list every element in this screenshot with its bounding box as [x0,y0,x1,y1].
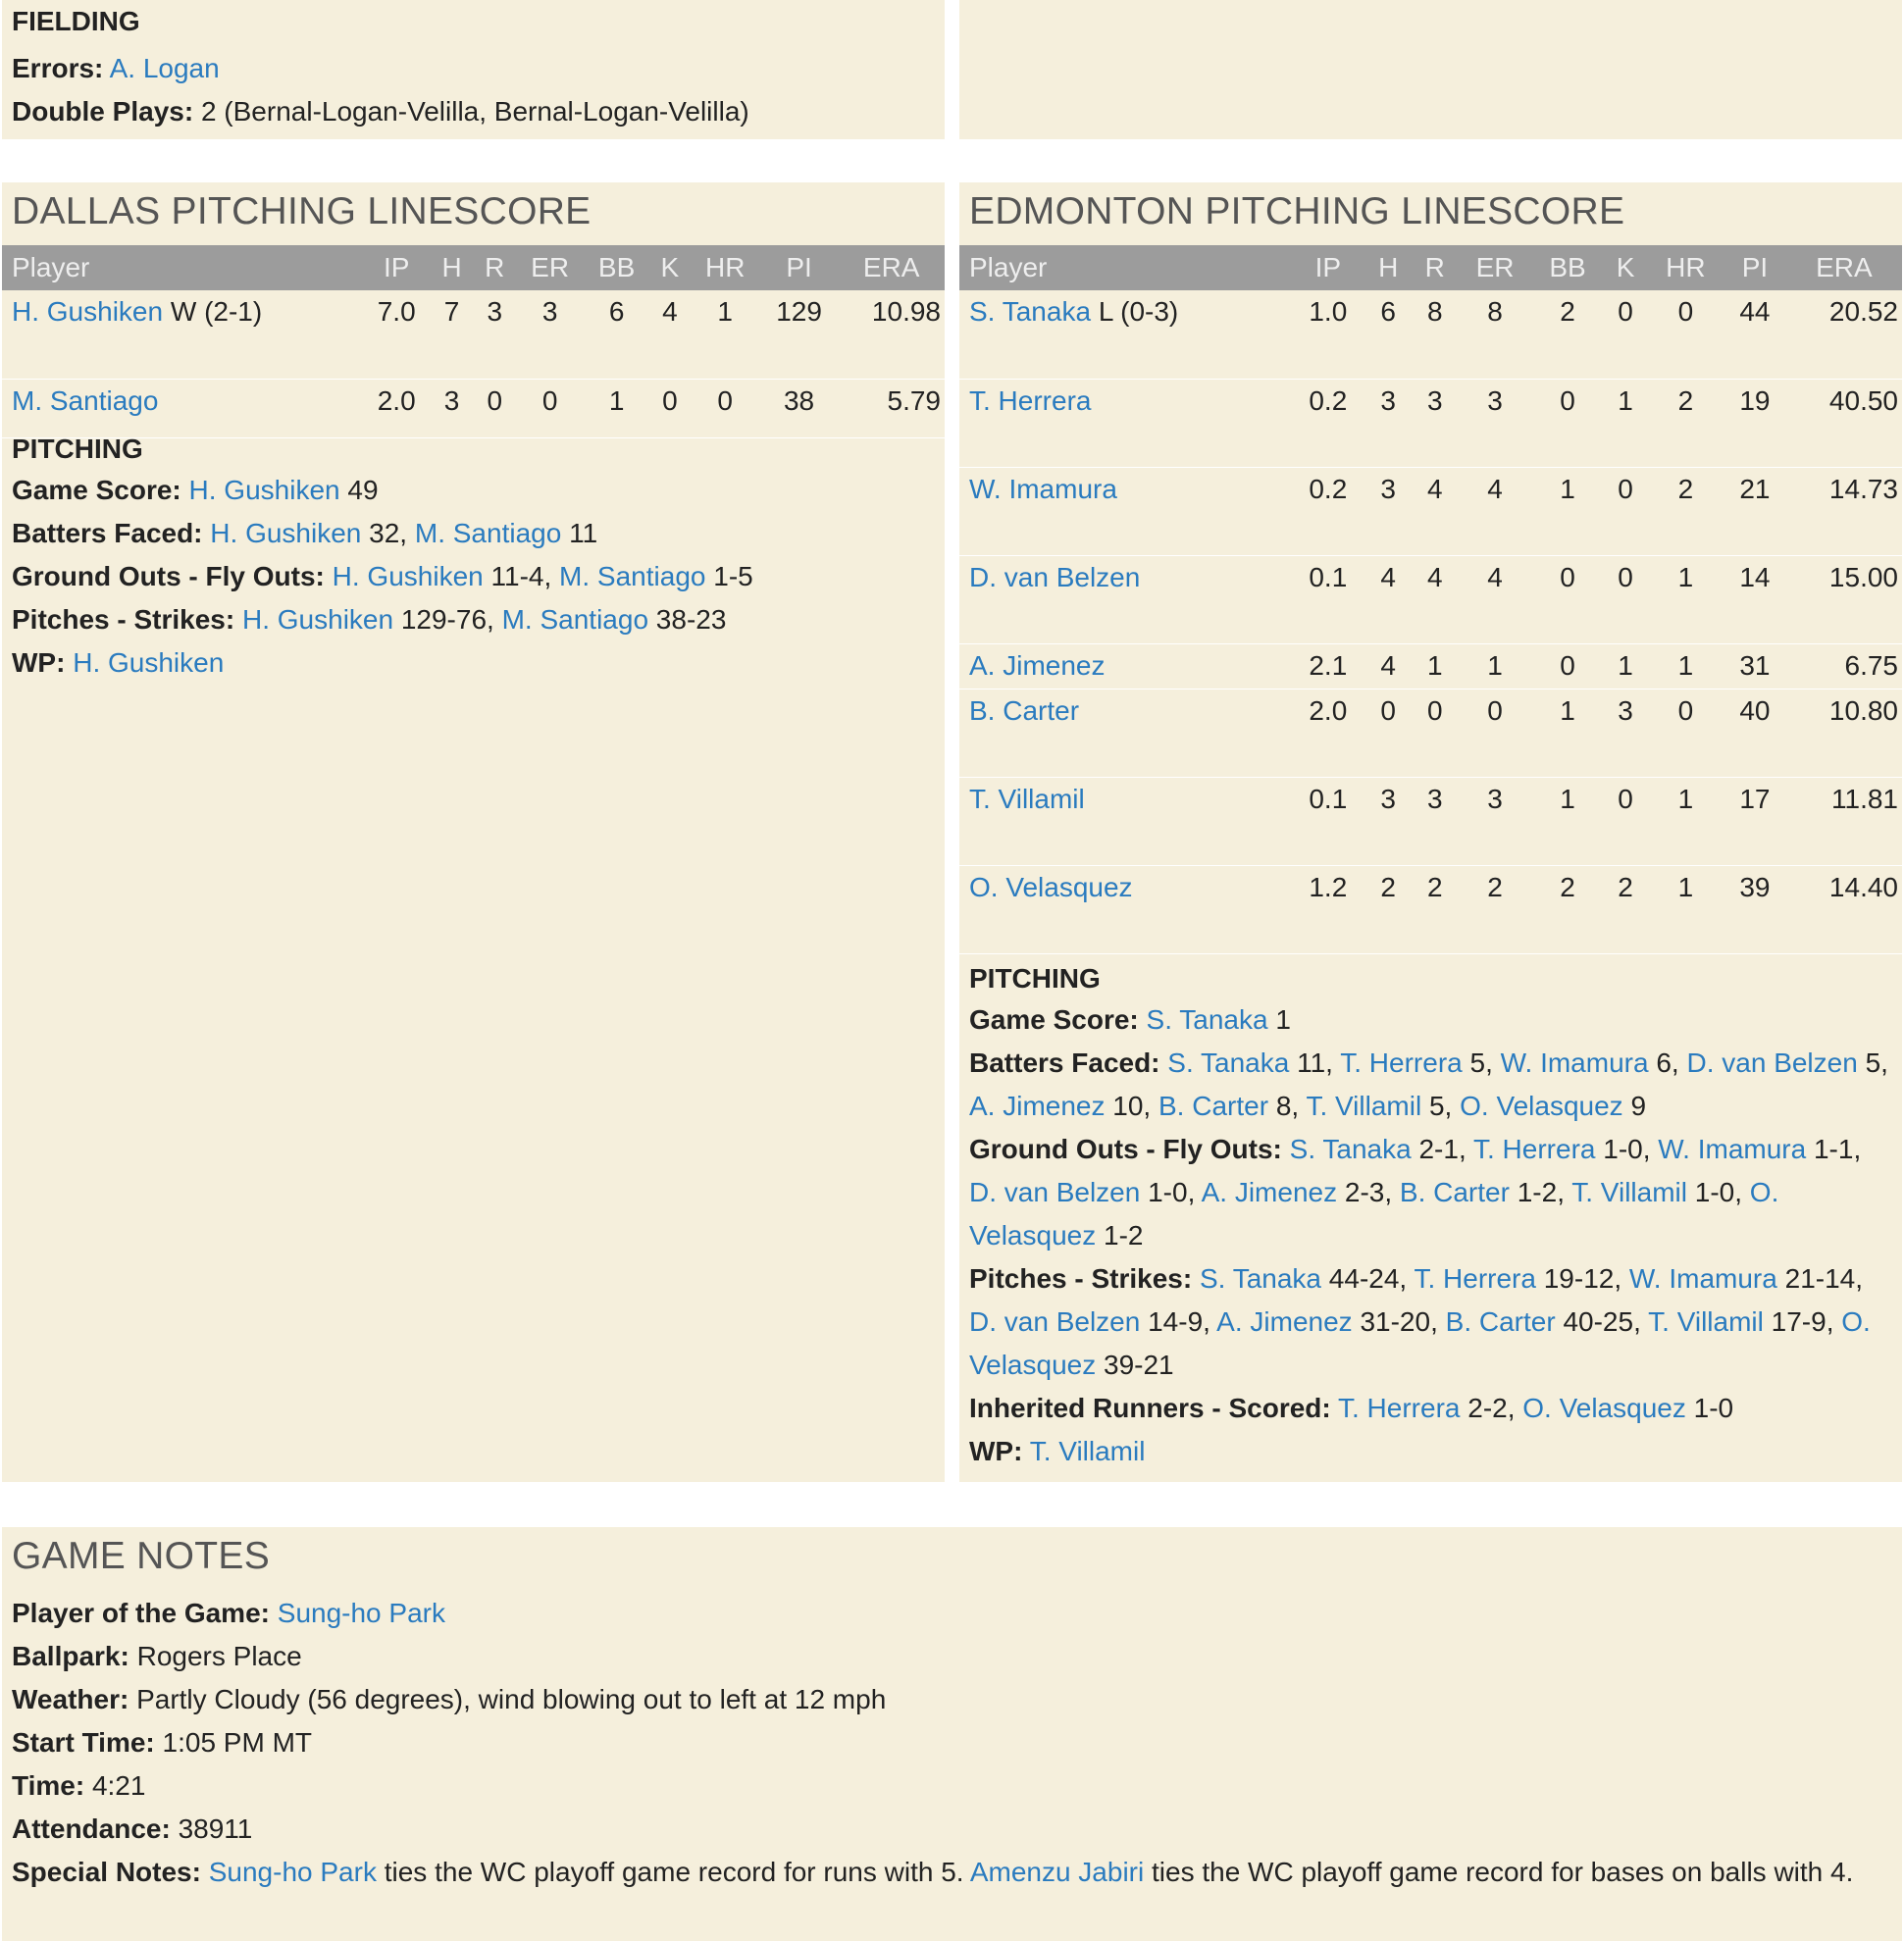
stat-k: 2 [1603,865,1647,953]
right-top-panel [959,0,1902,139]
stat-value: 31-20, [1360,1306,1438,1337]
table-row [959,555,1902,643]
game-time-value: 4:21 [91,1770,146,1801]
stat-value: 1-2 [1104,1220,1144,1251]
stat-value: 17-9, [1771,1306,1834,1337]
column-header-h[interactable]: H [1364,245,1412,290]
pitches-strikes-label: Pitches - Strikes: [969,1263,1193,1294]
stat-pi: 14 [1724,555,1786,643]
edmonton-pitching-table [959,245,1902,954]
player-link[interactable]: Sung-ho Park [208,1857,377,1887]
stat-r: 3 [1412,777,1459,865]
stat-r: 8 [1412,290,1459,379]
player-link[interactable]: T. Herrera [1473,1134,1596,1164]
stat-value: 49 [347,475,379,505]
stat-er: 0 [1459,689,1532,777]
attendance-line [12,1808,1892,1851]
table-row [2,379,945,437]
special-notes-line [12,1851,1892,1894]
stat-value: 44-24, [1328,1263,1408,1294]
stat-value: 1-0, [1603,1134,1651,1164]
batters-faced-label: Batters Faced: [12,518,203,548]
player-cell [959,467,1291,555]
stat-hr: 2 [1648,467,1724,555]
stat-era: 14.73 [1786,467,1902,555]
stat-pi: 44 [1724,290,1786,379]
player-link[interactable]: S. Tanaka [969,296,1092,327]
column-header-r[interactable]: R [473,245,516,290]
stat-hr: 1 [1648,555,1724,643]
stat-pi: 31 [1724,643,1786,689]
stat-era: 15.00 [1786,555,1902,643]
stat-h: 0 [1364,689,1412,777]
stat-value: 9 [1630,1091,1647,1121]
player-link[interactable]: T. Villamil [969,783,1085,814]
player-link[interactable]: D. van Belzen [1686,1047,1858,1078]
player-link[interactable]: O. Velasquez [1460,1091,1623,1121]
table-row [959,689,1902,777]
stat-bb: 2 [1532,290,1604,379]
player-link[interactable]: A. Jimenez [1216,1306,1353,1337]
stat-ip: 0.1 [1291,555,1364,643]
stat-value: 1-1, [1813,1134,1862,1164]
player-link[interactable]: H. Gushiken [188,475,340,505]
stat-r: 0 [1412,689,1459,777]
column-header-hr[interactable]: HR [1648,245,1724,290]
stat-hr: 1 [1648,643,1724,689]
stat-era: 10.80 [1786,689,1902,777]
errors-line [12,47,935,90]
table-header-row [959,245,1902,290]
weather-label: Weather: [12,1684,129,1714]
stat-h: 7 [431,290,474,379]
column-header-era[interactable]: ERA [1786,245,1902,290]
stat-value: 39-21 [1104,1350,1174,1380]
player-link[interactable]: M. Santiago [12,384,159,416]
player-link[interactable]: B. Carter [1158,1091,1269,1121]
column-header-r[interactable]: R [1412,245,1459,290]
stat-er: 3 [1459,777,1532,865]
stat-era: 14.40 [1786,865,1902,953]
stat-h: 6 [1364,290,1412,379]
table-row [959,865,1902,953]
stat-bb: 1 [1532,467,1604,555]
attendance-value: 38911 [178,1813,253,1844]
stat-hr: 1 [691,290,760,379]
edmonton-batters-faced-line [969,1042,1892,1128]
stat-value: 2-3, [1344,1177,1393,1207]
stat-k: 0 [1603,777,1647,865]
stat-pi: 40 [1724,689,1786,777]
stat-bb: 2 [1532,865,1604,953]
player-cell [959,555,1291,643]
special-note-text: ties the WC playoff game record for runs with 5. [384,1857,964,1887]
stat-value: 8, [1275,1091,1300,1121]
stat-k: 1 [1603,643,1647,689]
double-plays-label: Double Plays: [12,96,194,127]
stat-h: 3 [1364,467,1412,555]
stat-pi: 129 [760,290,839,379]
table-row [2,290,945,379]
stat-r: 3 [473,290,516,379]
inherited-runners-label: Inherited Runners - Scored: [969,1393,1331,1423]
player-link[interactable]: H. Gushiken [12,296,164,327]
stat-pi: 39 [1724,865,1786,953]
stat-ip: 1.2 [1291,865,1364,953]
dallas-pitching-subtitle: PITCHING [12,434,143,464]
stat-era: 40.50 [1786,379,1902,467]
column-header-pi[interactable]: PI [1724,245,1786,290]
ballpark-value: Rogers Place [136,1641,302,1671]
start-time-value: 1:05 PM MT [162,1727,313,1758]
stat-hr: 1 [1648,865,1724,953]
stat-er: 4 [1459,467,1532,555]
dallas-game-score-line [12,469,935,512]
stat-value: 5, [1469,1047,1493,1078]
player-cell [2,379,363,437]
go-fo-label: Ground Outs - Fly Outs: [12,561,325,591]
stat-hr: 0 [691,379,760,437]
stat-ip: 0.2 [1291,379,1364,467]
game-score-label: Game Score: [969,1004,1139,1035]
stat-h: 3 [1364,379,1412,467]
stat-value: 32, [369,518,408,548]
stat-bb: 0 [1532,555,1604,643]
player-link[interactable]: M. Santiago [559,561,706,591]
stat-value: 6, [1656,1047,1679,1078]
stat-ip: 2.0 [1291,689,1364,777]
stat-value: 1 [1275,1004,1291,1035]
stat-era: 11.81 [1786,777,1902,865]
errors-label: Errors: [12,53,104,83]
player-link[interactable]: D. van Belzen [969,561,1141,592]
stat-k: 0 [1603,555,1647,643]
edmonton-pitching-panel [959,182,1902,1482]
stat-er: 1 [1459,643,1532,689]
player-link[interactable]: T. Herrera [1338,1393,1461,1423]
player-link[interactable]: A. Jimenez [969,649,1106,681]
stat-er: 3 [1459,379,1532,467]
fielding-title: FIELDING [12,6,140,36]
player-link[interactable]: H. Gushiken [332,561,484,591]
wp-label: WP: [969,1436,1023,1466]
stat-k: 4 [649,290,691,379]
player-link[interactable]: M. Santiago [414,518,562,548]
column-header-er[interactable]: ER [516,245,584,290]
stat-er: 8 [1459,290,1532,379]
player-link[interactable]: M. Santiago [501,604,649,635]
player-cell [959,777,1291,865]
start-time-line [12,1721,1892,1764]
player-link[interactable]: B. Carter [969,694,1080,726]
stat-h: 3 [1364,777,1412,865]
edmonton-inherited-runners-line [969,1387,1892,1430]
stat-er: 0 [516,379,584,437]
stat-value: 21-14, [1784,1263,1864,1294]
special-notes-label: Special Notes: [12,1857,201,1887]
game-score-label: Game Score: [12,475,181,505]
player-cell [2,290,363,379]
column-header-h[interactable]: H [431,245,474,290]
stat-value: 1-0, [1694,1177,1743,1207]
stat-value: 38-23 [655,604,727,635]
stat-ip: 2.1 [1291,643,1364,689]
double-plays-value: 2 (Bernal-Logan-Velilla, Bernal-Logan-Velilla) [200,96,749,127]
column-header-bb[interactable]: BB [584,245,649,290]
player-cell [959,643,1291,689]
player-of-game-line [12,1592,1892,1635]
player-link[interactable]: B. Carter [1399,1177,1510,1207]
stat-h: 4 [1364,555,1412,643]
stat-r: 0 [473,379,516,437]
fielding-panel [2,0,945,139]
edmonton-game-score-line [969,998,1892,1042]
table-row [959,643,1902,689]
player-link[interactable]: W. Imamura [1658,1134,1807,1164]
stat-hr: 0 [1648,689,1724,777]
table-row [959,290,1902,379]
dallas-title: DALLAS PITCHING LINESCORE [12,190,592,232]
stat-ip: 0.2 [1291,467,1364,555]
edmonton-wp-line [969,1430,1892,1473]
player-cell [959,865,1291,953]
ballpark-label: Ballpark: [12,1641,129,1671]
dallas-pitches-line [12,598,935,641]
stat-value: 2-2, [1467,1393,1516,1423]
stat-pi: 17 [1724,777,1786,865]
stat-hr: 1 [1648,777,1724,865]
player-link[interactable]: W. Imamura [1500,1047,1649,1078]
player-link[interactable]: S. Tanaka [1146,1004,1268,1035]
start-time-label: Start Time: [12,1727,155,1758]
player-link[interactable]: Amenzu Jabiri [969,1857,1145,1887]
table-header-row [2,245,945,290]
player-link[interactable]: T. Villamil [1648,1306,1764,1337]
player-link[interactable]: O. Velasquez [969,1306,1871,1380]
stat-value: 1-0 [1693,1393,1734,1423]
column-header-k[interactable]: K [1603,245,1647,290]
stat-ip: 1.0 [1291,290,1364,379]
stat-value: 1-0, [1148,1177,1196,1207]
player-link[interactable]: T. Villamil [1571,1177,1687,1207]
stat-value: 11 [569,518,598,548]
stat-value: 2-1, [1418,1134,1467,1164]
player-link[interactable]: T. Herrera [1340,1047,1463,1078]
game-notes-title: GAME NOTES [12,1535,271,1577]
stat-ip: 0.1 [1291,777,1364,865]
player-link[interactable]: S. Tanaka [1289,1134,1412,1164]
game-notes-panel [2,1527,1902,1941]
stat-bb: 6 [584,290,649,379]
stat-value: 5, [1865,1047,1888,1078]
stat-bb: 1 [584,379,649,437]
player-link[interactable]: S. Tanaka [1199,1263,1322,1294]
player-cell [959,290,1291,379]
edmonton-pitching-subtitle: PITCHING [969,963,1101,994]
wp-label: WP: [12,647,66,678]
table-row [959,379,1902,467]
player-link[interactable]: B. Carter [1445,1306,1556,1337]
dallas-pitching-panel [2,182,945,1482]
stat-era: 6.75 [1786,643,1902,689]
stat-era: 20.52 [1786,290,1902,379]
stat-h: 4 [1364,643,1412,689]
player-cell [959,379,1291,467]
stat-r: 4 [1412,467,1459,555]
pitches-strikes-label: Pitches - Strikes: [12,604,235,635]
player-link[interactable]: T. Villamil [1029,1436,1146,1466]
stat-era: 5.79 [838,379,945,437]
player-link[interactable]: W. Imamura [969,473,1117,504]
ballpark-line [12,1635,1892,1678]
stat-pi: 19 [1724,379,1786,467]
stat-ip: 7.0 [363,290,431,379]
player-link[interactable]: O. Velasquez [1522,1393,1686,1423]
stat-er: 4 [1459,555,1532,643]
batters-faced-label: Batters Faced: [969,1047,1160,1078]
stat-k: 0 [649,379,691,437]
stat-ip: 2.0 [363,379,431,437]
player-link[interactable]: Sung-ho Park [277,1598,445,1628]
stat-value: 1-5 [713,561,753,591]
stat-pi: 21 [1724,467,1786,555]
stat-er: 3 [516,290,584,379]
stat-hr: 0 [1648,290,1724,379]
column-header-ip[interactable]: IP [363,245,431,290]
special-note-text: ties the WC playoff game record for bases on balls with 4. [1152,1857,1854,1887]
player-link[interactable]: T. Herrera [969,384,1092,416]
player-link[interactable]: D. van Belzen [969,1177,1141,1207]
column-header-er[interactable]: ER [1459,245,1532,290]
player-link[interactable]: D. van Belzen [969,1306,1141,1337]
column-header-k[interactable]: K [649,245,691,290]
table-row [959,467,1902,555]
player-link[interactable]: H. Gushiken [73,647,225,678]
game-time-line [12,1764,1892,1808]
stat-k: 3 [1603,689,1647,777]
decision-record: L (0-3) [1098,296,1179,327]
stat-value: 14-9, [1148,1306,1210,1337]
player-link[interactable]: S. Tanaka [1167,1047,1290,1078]
player-link[interactable]: W. Imamura [1628,1263,1777,1294]
column-header-player[interactable]: Player [2,245,363,290]
table-row [959,777,1902,865]
edmonton-go-fo-line [969,1128,1892,1257]
player-link[interactable]: O. Velasquez [969,1177,1779,1251]
go-fo-label: Ground Outs - Fly Outs: [969,1134,1282,1164]
stat-value: 10, [1112,1091,1152,1121]
stat-value: 11-4, [490,561,552,591]
weather-line [12,1678,1892,1721]
dallas-pitching-table [2,245,945,438]
stat-value: 1-2, [1517,1177,1565,1207]
stat-era: 10.98 [838,290,945,379]
player-link[interactable]: O. Velasquez [969,871,1133,902]
stat-er: 2 [1459,865,1532,953]
stat-bb: 1 [1532,689,1604,777]
edmonton-pitches-line [969,1257,1892,1387]
column-header-hr[interactable]: HR [691,245,760,290]
stat-pi: 38 [760,379,839,437]
stat-r: 1 [1412,643,1459,689]
player-link[interactable]: A. Logan [109,53,220,83]
column-header-player[interactable]: Player [959,245,1291,290]
player-of-game-label: Player of the Game: [12,1598,270,1628]
player-cell [959,689,1291,777]
stat-h: 3 [431,379,474,437]
column-header-pi[interactable]: PI [760,245,839,290]
stat-hr: 2 [1648,379,1724,467]
double-plays-line [12,90,935,133]
game-time-label: Time: [12,1770,85,1801]
dallas-wp-line [12,641,935,685]
player-link[interactable]: H. Gushiken [241,604,394,635]
stat-value: 40-25, [1563,1306,1641,1337]
weather-value: Partly Cloudy (56 degrees), wind blowing out to left at 12 mph [136,1684,887,1714]
decision-record: W (2-1) [170,296,263,327]
stat-r: 3 [1412,379,1459,467]
player-link[interactable]: T. Villamil [1306,1091,1422,1121]
player-link[interactable]: A. Jimenez [1201,1177,1338,1207]
player-link[interactable]: H. Gushiken [210,518,362,548]
stat-value: 129-76, [400,604,494,635]
stat-bb: 0 [1532,643,1604,689]
stat-bb: 1 [1532,777,1604,865]
stat-k: 0 [1603,290,1647,379]
stat-r: 2 [1412,865,1459,953]
player-link[interactable]: A. Jimenez [969,1091,1106,1121]
stat-value: 11, [1297,1047,1333,1078]
stat-bb: 0 [1532,379,1604,467]
column-header-era[interactable]: ERA [838,245,945,290]
stat-value: 19-12, [1543,1263,1622,1294]
stat-value: 5, [1428,1091,1453,1121]
stat-k: 1 [1603,379,1647,467]
stat-k: 0 [1603,467,1647,555]
edmonton-title: EDMONTON PITCHING LINESCORE [969,190,1625,232]
attendance-label: Attendance: [12,1813,171,1844]
column-header-ip[interactable]: IP [1291,245,1364,290]
stat-r: 4 [1412,555,1459,643]
player-link[interactable]: T. Herrera [1414,1263,1536,1294]
stat-h: 2 [1364,865,1412,953]
dallas-go-fo-line [12,555,935,598]
dallas-batters-faced-line [12,512,935,555]
column-header-bb[interactable]: BB [1532,245,1604,290]
